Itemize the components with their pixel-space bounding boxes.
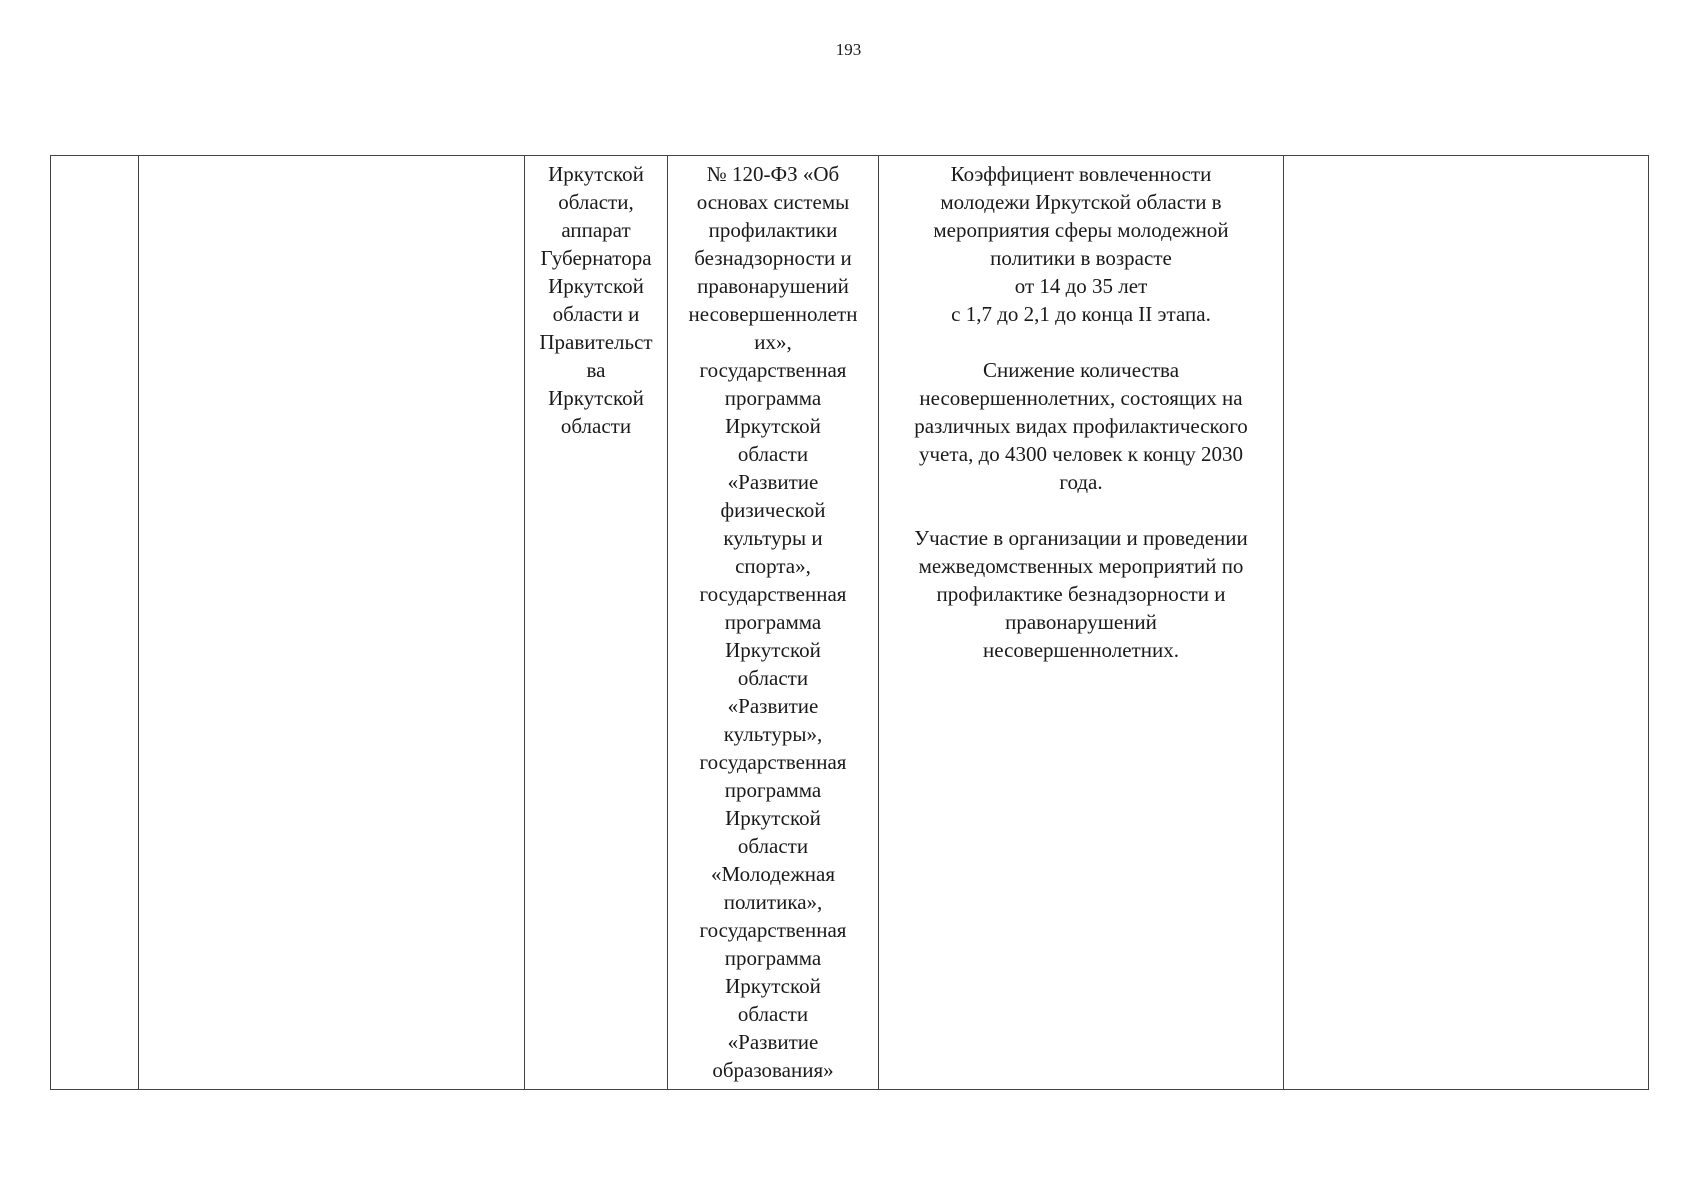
result-line: межведомственных мероприятий по bbox=[918, 554, 1244, 578]
responsible-line: области, bbox=[558, 190, 634, 214]
number-cell bbox=[51, 156, 139, 1090]
document-line: программа bbox=[724, 778, 822, 802]
result-line: правонарушений bbox=[1005, 610, 1157, 634]
page-number: 193 bbox=[835, 40, 862, 59]
result-line: с 1,7 до 2,1 до конца II этапа. bbox=[951, 302, 1211, 326]
document-line: спорта», bbox=[735, 554, 811, 578]
document-line: государственная bbox=[699, 358, 847, 382]
document-line: Иркутской bbox=[725, 638, 821, 662]
result-line: несовершеннолетних, состоящих на bbox=[919, 386, 1243, 410]
responsible-line: ва bbox=[586, 358, 606, 382]
results-cell bbox=[879, 156, 1284, 1090]
result-line: Коэффициент вовлеченности bbox=[950, 162, 1212, 186]
document-line: культуры и bbox=[723, 526, 823, 550]
document-line: «Развитие bbox=[727, 470, 819, 494]
document-line: области bbox=[737, 1002, 809, 1026]
program-table bbox=[50, 155, 1649, 1090]
result-line: политики в возрасте bbox=[990, 246, 1172, 270]
table-row bbox=[51, 156, 1649, 1090]
document-line: области bbox=[737, 442, 809, 466]
result-line: несовершеннолетних. bbox=[983, 638, 1179, 662]
paragraph-gap bbox=[882, 328, 1280, 356]
document-line: программа bbox=[724, 946, 822, 970]
document-line: культуры», bbox=[723, 722, 823, 746]
result-line: мероприятия сферы молодежной bbox=[933, 218, 1229, 242]
document-line: государственная bbox=[699, 918, 847, 942]
responsible-cell bbox=[525, 156, 668, 1090]
result-line: Снижение количества bbox=[982, 358, 1180, 382]
document-line: области bbox=[737, 666, 809, 690]
activity-cell bbox=[139, 156, 525, 1090]
responsible-line: аппарат bbox=[561, 218, 631, 242]
document-line: Иркутской bbox=[725, 414, 821, 438]
document-line: профилактики bbox=[708, 218, 838, 242]
document-line: политика», bbox=[723, 890, 823, 914]
result-line: от 14 до 35 лет bbox=[1014, 274, 1148, 298]
document-line: государственная bbox=[699, 750, 847, 774]
notes-cell bbox=[1284, 156, 1649, 1090]
document-line: области bbox=[737, 834, 809, 858]
responsible-line: области bbox=[560, 414, 632, 438]
responsible-line: Иркутской bbox=[548, 274, 644, 298]
result-line: Участие в организации и проведении bbox=[914, 526, 1248, 550]
document-line: безнадзорности и bbox=[694, 246, 852, 270]
result-line: учета, до 4300 человек к концу 2030 bbox=[918, 442, 1244, 466]
document-line: «Развитие bbox=[727, 694, 819, 718]
result-line: профилактике безнадзорности и bbox=[936, 582, 1226, 606]
document-line: физической bbox=[720, 498, 826, 522]
document-line: «Молодежная bbox=[711, 862, 835, 886]
document-line: № 120-ФЗ «Об bbox=[706, 162, 840, 186]
document-line: их», bbox=[754, 330, 792, 354]
document-line: образования» bbox=[712, 1058, 834, 1082]
document-line: правонарушений bbox=[697, 274, 849, 298]
documents-cell bbox=[668, 156, 879, 1090]
document-line: Иркутской bbox=[725, 806, 821, 830]
document-line: государственная bbox=[699, 582, 847, 606]
document-line: «Развитие bbox=[727, 1030, 819, 1054]
result-line: различных видах профилактического bbox=[914, 414, 1248, 438]
responsible-line: Правительст bbox=[539, 330, 653, 354]
responsible-line: Губернатора bbox=[540, 246, 652, 270]
document-line: несовершеннолетн bbox=[688, 302, 858, 326]
document-line: программа bbox=[724, 610, 822, 634]
result-line: молодежи Иркутской области в bbox=[940, 190, 1222, 214]
result-line: года. bbox=[1059, 470, 1103, 494]
responsible-line: Иркутской bbox=[548, 162, 644, 186]
responsible-line: Иркутской bbox=[548, 386, 644, 410]
paragraph-gap bbox=[882, 496, 1280, 524]
responsible-line: области и bbox=[552, 302, 640, 326]
document-line: Иркутской bbox=[725, 974, 821, 998]
document-line: программа bbox=[724, 386, 822, 410]
document-line: основах системы bbox=[696, 190, 850, 214]
